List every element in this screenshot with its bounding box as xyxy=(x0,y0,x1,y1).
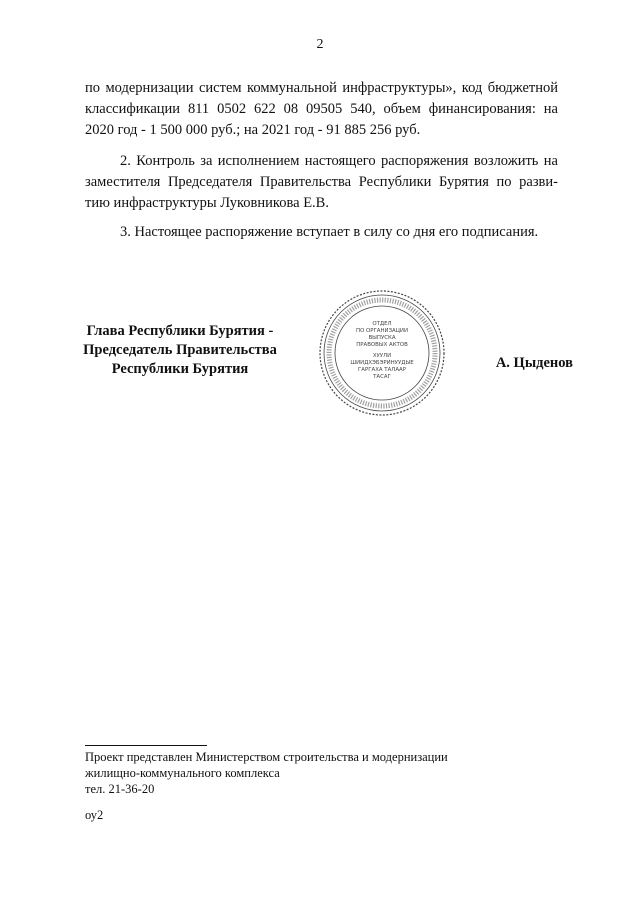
stamp-line-4: ПРАВОВЫХ АКТОВ xyxy=(356,342,408,348)
paragraph-2-line-2: заместителя Председателя Правительства Республики Бурятия по разви- xyxy=(85,174,558,190)
footnote-line-1: Проект представлен Министерством строительства и модернизации xyxy=(85,750,448,764)
paragraph-3-line-1: 3. Настоящее распоряжение вступает в силу со дня его подписания. xyxy=(120,224,539,240)
document-code: оу2 xyxy=(85,808,104,822)
signatory-title-line-2: Председатель Правительства xyxy=(83,342,277,358)
paragraph-1-line-1: по модернизации систем коммунальной инфраструктуры», код бюджетной xyxy=(85,80,558,96)
stamp-line-6: ШИИДХЭБЭРИНУУДЫЕ xyxy=(350,360,414,366)
footnote-divider xyxy=(85,745,207,746)
stamp-line-5: ХУУЛИ xyxy=(372,353,392,359)
paragraph-1-line-2: классификации 811 0502 622 08 09505 540, объем финансирования: на xyxy=(85,101,558,117)
paragraph-1-line-3: 2020 год - 1 500 000 руб.; на 2021 год - 91 885 256 руб. xyxy=(85,122,421,138)
signatory-title-line-3: Республики Бурятия xyxy=(111,361,249,377)
footnote-phone: тел. 21-36-20 xyxy=(85,782,155,796)
paragraph-2-line-3: тию инфраструктуры Луковникова Е.В. xyxy=(85,195,329,211)
stamp-line-1: ОТДЕЛ xyxy=(372,321,392,327)
stamp-line-8: ТАСАГ xyxy=(373,374,391,380)
paragraph-2-line-1: 2. Контроль за исполнением настоящего распоряжения возложить на xyxy=(120,153,558,169)
signatory-title-line-1: Глава Республики Бурятия - xyxy=(86,323,274,339)
signatory-title xyxy=(70,322,290,379)
stamp-line-7: ГАРГАХА ТАЛААР xyxy=(358,367,406,373)
signatory-name: А. Цыденов xyxy=(495,355,573,371)
stamp-line-3: ВЫПУСКА xyxy=(368,335,396,341)
page-number: 2 xyxy=(316,37,324,52)
footnote-line-2: жилищно-коммунального комплекса xyxy=(85,766,280,780)
stamp-line-2: ПО ОРГАНИЗАЦИИ xyxy=(356,328,408,334)
official-stamp-seal xyxy=(317,288,447,418)
